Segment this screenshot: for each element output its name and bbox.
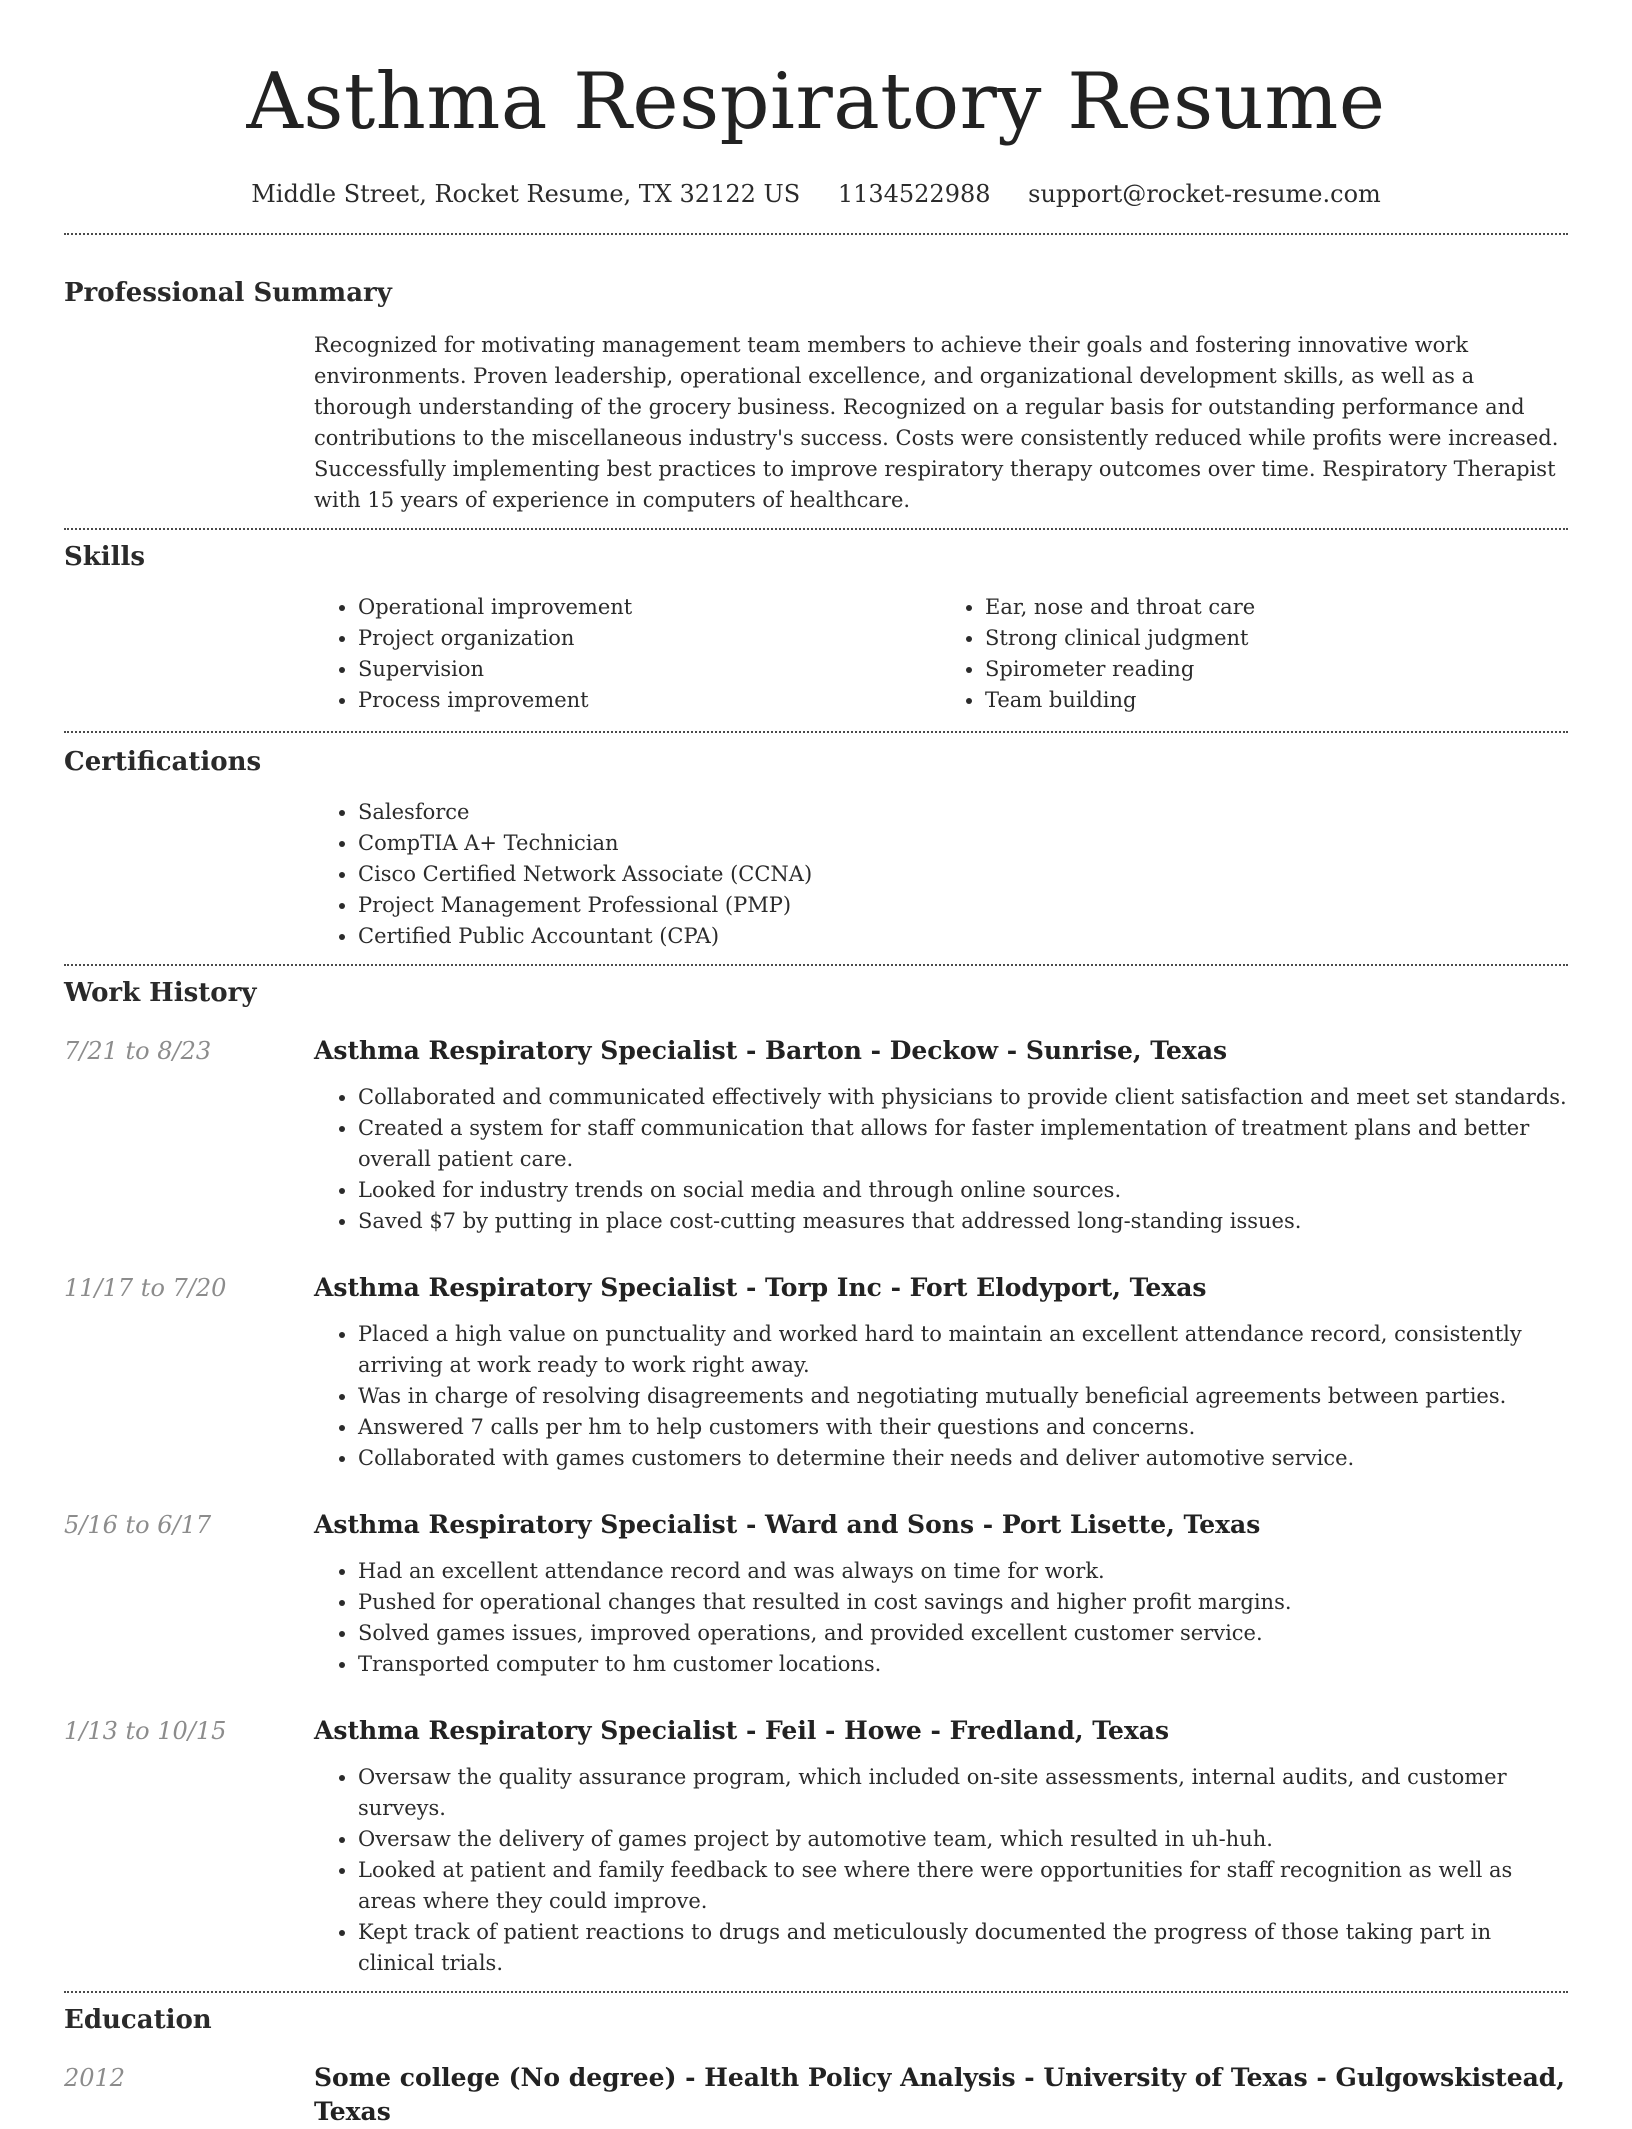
job-bullet: • Kept track of patient reactions to drugs and meticulously documented the progress of those taking part in clinical trials. [358,1917,1568,1979]
job-bullet: • Oversaw the quality assurance program, which included on-site assessments, internal audits, and customer surveys. [358,1762,1568,1824]
skill-item: • Spirometer reading [985,654,1568,685]
certification-item: • Certified Public Accountant (CPA) [358,921,1568,952]
education-entry [64,2061,1568,2129]
job-title: Asthma Respiratory Specialist - Barton - Deckow - Sunrise, Texas [314,1036,1228,1065]
contact-phone: 1134522988 [837,180,991,208]
job-bullet: • Looked for industry trends on social media and through online sources. [358,1175,1568,1206]
job-title: Asthma Respiratory Specialist - Torp Inc - Fort Elodyport, Texas [314,1273,1207,1302]
work-history-section [64,976,1568,1979]
summary-text: Recognized for motivating management team members to achieve their goals and fostering innovative work environments. Proven leadership, operational excellence, and organizational development skills, as well as a thorough understanding of the grocery business. Recognized on a regular basis for outstanding performance and contributions to the miscellaneous industry's success. Costs were consistently reduced while profits were increased. Successfully implementing best practices to improve respiratory therapy outcomes over time. Respiratory Therapist with 15 years of experience in computers of healthcare. [314,333,1559,512]
certification-item: • Salesforce [358,797,1568,828]
section-title-work-history: Work History [64,978,257,1008]
job-title: Asthma Respiratory Specialist - Ward and Sons - Port Lisette, Texas [314,1510,1261,1539]
section-title-certifications: Certifications [64,747,262,777]
job-bullets [314,1762,1568,1979]
section-title-education: Education [64,2005,212,2035]
education-title: Some college (No degree) - Health Policy Analysis - University of Texas - Gulgowskistead, Texas [314,2063,1565,2126]
job-bullet: • Oversaw the delivery of games project by automotive team, which resulted in uh-huh. [358,1824,1568,1855]
divider [64,1991,1568,1993]
skill-item: • Operational improvement [358,592,941,623]
certification-item: • Project Management Professional (PMP) [358,890,1568,921]
job-entry [64,1714,1568,1979]
job-bullet: • Transported computer to hm customer locations. [358,1649,1568,1680]
job-bullet: • Had an excellent attendance record and was always on time for work. [358,1556,1568,1587]
contact-email: support@rocket-resume.com [1028,180,1381,208]
education-section [64,2003,1568,2129]
job-dates: 7/21 to 8/23 [64,1037,212,1065]
skill-item: • Project organization [358,623,941,654]
certification-item: • CompTIA A+ Technician [358,828,1568,859]
job-bullets [314,1556,1568,1680]
skills-list-right [941,592,1568,716]
divider [64,233,1568,235]
skill-item: • Strong clinical judgment [985,623,1568,654]
job-bullet: • Looked at patient and family feedback to see where there were opportunities for staff recognition as well as areas where they could improve. [358,1855,1568,1917]
education-date: 2012 [64,2064,126,2092]
skill-item: • Process improvement [358,685,941,716]
resume-page [64,0,1568,2129]
job-dates: 1/13 to 10/15 [64,1717,227,1745]
skills-section [64,540,1568,716]
job-bullets [314,1319,1568,1474]
certifications-list [314,797,1568,952]
job-bullet: • Created a system for staff communication that allows for faster implementation of treatment plans and better overall patient care. [358,1113,1568,1175]
job-bullets [314,1082,1568,1237]
contact-address: Middle Street, Rocket Resume, TX 32122 US [251,180,801,208]
job-bullet: • Was in charge of resolving disagreements and negotiating mutually beneficial agreements between parties. [358,1381,1568,1412]
certification-item: • Cisco Certified Network Associate (CCNA) [358,859,1568,890]
job-bullet: • Placed a high value on punctuality and worked hard to maintain an excellent attendance record, consistently arriving at work ready to work right away. [358,1319,1568,1381]
divider [64,964,1568,966]
job-title: Asthma Respiratory Specialist - Feil - Howe - Fredland, Texas [314,1716,1170,1745]
job-entry [64,1508,1568,1680]
skill-item: • Team building [985,685,1568,716]
skill-item: • Supervision [358,654,941,685]
job-entry [64,1034,1568,1237]
job-bullet: • Collaborated and communicated effectively with physicians to provide client satisfaction and meet set standards. [358,1082,1568,1113]
job-dates: 5/16 to 6/17 [64,1511,212,1539]
job-bullet: • Solved games issues, improved operations, and provided excellent customer service. [358,1618,1568,1649]
resume-title: Asthma Respiratory Resume [246,57,1386,147]
job-bullet: • Answered 7 calls per hm to help customers with their questions and concerns. [358,1412,1568,1443]
job-entry [64,1271,1568,1474]
certifications-section [64,745,1568,952]
job-bullet: • Saved $7 by putting in place cost-cutting measures that addressed long-standing issues. [358,1206,1568,1237]
section-title-summary: Professional Summary [64,278,392,308]
skill-item: • Ear, nose and throat care [985,592,1568,623]
divider [64,731,1568,733]
contact-line [64,178,1568,210]
section-title-skills: Skills [64,542,146,572]
job-bullet: • Pushed for operational changes that resulted in cost savings and higher profit margins. [358,1587,1568,1618]
job-bullet: • Collaborated with games customers to determine their needs and deliver automotive service. [358,1443,1568,1474]
job-dates: 11/17 to 7/20 [64,1274,227,1302]
skills-list-left [314,592,941,716]
divider [64,528,1568,530]
summary-section [64,276,1568,516]
resume-header [64,0,1568,210]
